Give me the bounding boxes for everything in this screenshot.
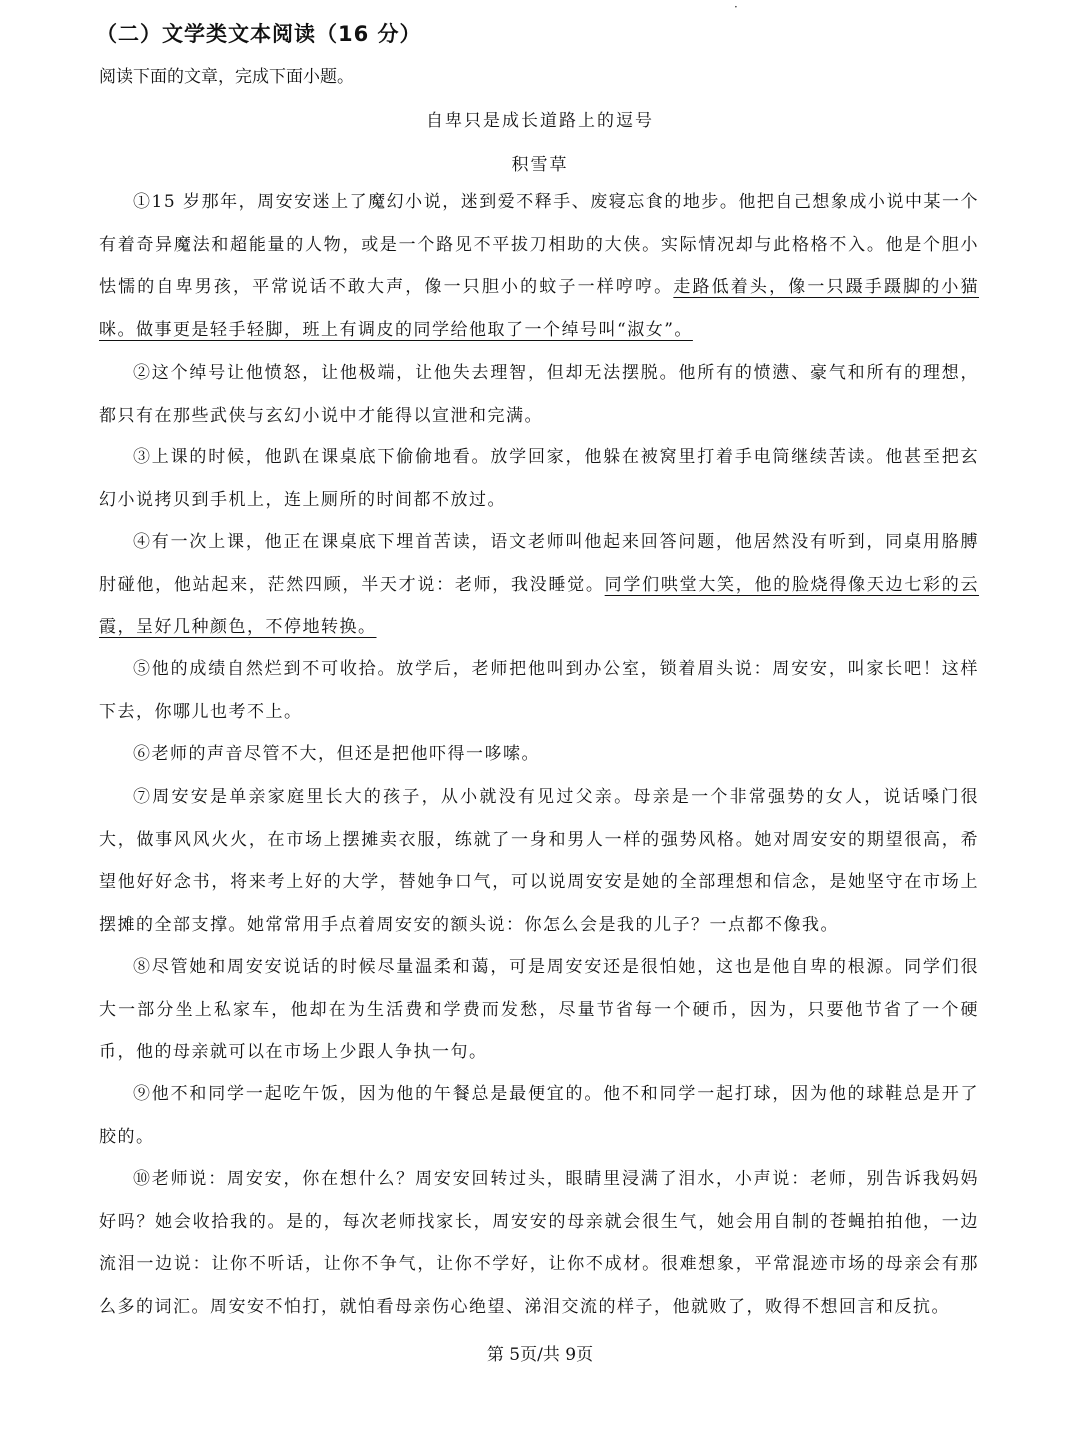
paragraph-4-text: ④有一次上课，他正在课桌底下埋首苦读，语文老师叫他起来回答问题，他居然没有听到，同桌用胳膊肘碰他，他站起来，茫然四顾，半天才说：老师，我没睡觉。 bbox=[99, 532, 979, 595]
paragraph-5: ⑤他的成绩自然烂到不可收拾。放学后，老师把他叫到办公室，锁着眉头说：周安安，叫家长吧！这样下去，你哪儿也考不上。 bbox=[99, 659, 979, 722]
corner-mark: · bbox=[734, 0, 738, 14]
instruction-text: 阅读下面的文章，完成下面小题。 bbox=[99, 67, 354, 87]
article-title: 自卑只是成长道路上的逗号 bbox=[426, 111, 654, 131]
paragraph-4 bbox=[99, 521, 979, 649]
page-number: 第 5页/共 9页 bbox=[486, 1345, 594, 1365]
paragraph-10: ⑩老师说：周安安，你在想什么？周安安回转过头，眼睛里浸满了泪水，小声说：老师，别告诉我妈妈好吗？她会收拾我的。是的，每次老师找家长，周安安的母亲就会很生气，她会用自制的苍蝇拍拍他，一边流泪一边说：让你不听话，让你不争气，让你不学好，让你不成材。很难想象，平常混迹市场的母亲会有那么多的词汇。周安安不怕打，就怕看母亲伤心绝望、涕泪交流的样子，他就败了，败得不想回言和反抗。 bbox=[99, 1169, 979, 1317]
article-author: 积雪草 bbox=[511, 155, 569, 175]
paragraph-8: ⑧尽管她和周安安说话的时候尽量温柔和蔼，可是周安安还是很怕她，这也是他自卑的根源。同学们很大一部分坐上私家车，他却在为生活费和学费而发愁，尽量节省每一个硬币，因为，只要他节省了一个硬币，他的母亲就可以在市场上少跟人争执一句。 bbox=[99, 957, 979, 1062]
paragraph-4-underlined: 同学们哄堂大笑，他的脸烧得像天边七彩的云霞，呈好几种颜色，不停地转换。 bbox=[99, 574, 980, 637]
section-title: （二）文学类文本阅读（16 分） bbox=[96, 22, 422, 46]
paragraph-1 bbox=[99, 181, 979, 351]
paragraph-2: ②这个绰号让他愤怒，让他极端，让他失去理智，但却无法摆脱。他所有的愤懑、豪气和所有的理想，都只有在那些武侠与玄幻小说中才能得以宣泄和完满。 bbox=[99, 363, 979, 426]
paragraph-1-text: ①15 岁那年，周安安迷上了魔幻小说，迷到爱不释手、废寝忘食的地步。他把自己想象成小说中某一个有着奇异魔法和超能量的人物，或是一个路见不平拔刀相助的大侠。实际情况却与此格格不入。他是个胆小怯懦的自卑男孩，平常说话不敢大声，像一只胆小的蚊子一样哼哼。 bbox=[99, 192, 979, 297]
paragraph-1-underlined: 走路低着头，像一只蹑手蹑脚的小猫咪。做事更是轻手轻脚，班上有调皮的同学给他取了一个绰号叫“淑女”。 bbox=[99, 277, 980, 340]
paragraph-6: ⑥老师的声音尽管不大，但还是把他吓得一哆嗦。 bbox=[133, 744, 540, 764]
paragraph-7: ⑦周安安是单亲家庭里长大的孩子，从小就没有见过父亲。母亲是一个非常强势的女人，说话嗓门很大，做事风风火火，在市场上摆摊卖衣服，练就了一身和男人一样的强势风格。她对周安安的期望很高，希望他好好念书，将来考上好的大学，替她争口气，可以说周安安是她的全部理想和信念，是她坚守在市场上摆摊的全部支撑。她常常用手点着周安安的额头说：你怎么会是我的儿子？一点都不像我。 bbox=[99, 787, 979, 935]
paragraph-3: ③上课的时候，他趴在课桌底下偷偷地看。放学回家，他躲在被窝里打着手电筒继续苦读。他甚至把玄幻小说拷贝到手机上，连上厕所的时间都不放过。 bbox=[99, 447, 979, 510]
paragraph-9: ⑨他不和同学一起吃午饭，因为他的午餐总是最便宜的。他不和同学一起打球，因为他的球鞋总是开了胶的。 bbox=[99, 1084, 979, 1147]
